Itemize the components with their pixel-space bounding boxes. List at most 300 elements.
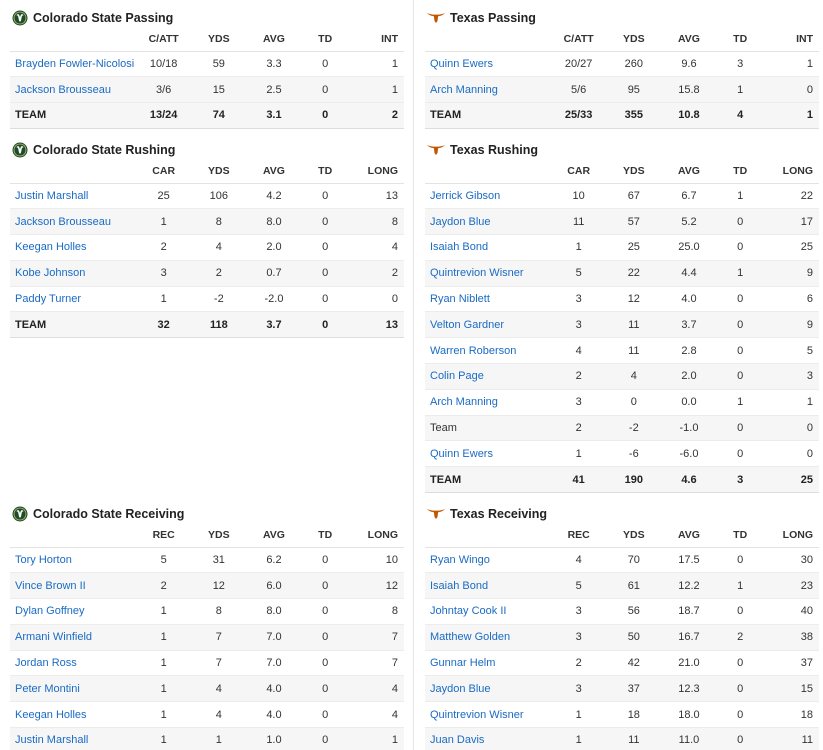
team-total-row (425, 103, 819, 129)
stat-cell: 4 (551, 338, 606, 364)
table-row (425, 573, 819, 599)
stat-cell: 3 (551, 286, 606, 312)
team-stat-cell: 10.8 (661, 103, 716, 129)
stat-cell: 1 (136, 286, 191, 312)
stat-cell: 0 (302, 235, 349, 261)
stat-cell: 0 (606, 389, 661, 415)
column-header: YDS (606, 28, 661, 51)
player-name-link[interactable]: Justin Marshall (10, 183, 136, 209)
player-name-link[interactable]: Dylan Goffney (10, 599, 136, 625)
stat-cell: 9 (764, 260, 819, 286)
stat-cell: 0 (717, 312, 764, 338)
table-row (425, 235, 819, 261)
stat-cell: 5 (551, 573, 606, 599)
table-row (425, 312, 819, 338)
table-row (425, 676, 819, 702)
stat-cell: 2.0 (661, 364, 716, 390)
player-name-link[interactable]: Keegan Holles (10, 235, 136, 261)
table-row (425, 624, 819, 650)
column-header (10, 524, 136, 547)
player-name-link[interactable]: Jerrick Gibson (425, 183, 551, 209)
stat-cell: 0 (302, 547, 349, 573)
stat-cell: 1 (136, 650, 191, 676)
table-row (425, 650, 819, 676)
player-name-link[interactable]: Vince Brown II (10, 573, 136, 599)
longhorn-logo-icon (427, 508, 445, 520)
stat-cell: 4.4 (661, 260, 716, 286)
player-name-link[interactable]: Arch Manning (425, 77, 551, 103)
stat-cell: 8.0 (246, 209, 301, 235)
team-total-row (10, 103, 404, 129)
stat-cell: 3.3 (246, 51, 301, 77)
column-header: REC (136, 524, 191, 547)
stat-cell: 0 (302, 260, 349, 286)
stat-cell: 0 (717, 650, 764, 676)
column-header: TD (302, 524, 349, 547)
player-name-link[interactable]: Isaiah Bond (425, 573, 551, 599)
table-row (10, 599, 404, 625)
column-header: LONG (349, 524, 404, 547)
stat-cell: 0 (717, 676, 764, 702)
stat-cell: 95 (606, 77, 661, 103)
stat-cell: 0 (717, 547, 764, 573)
stat-cell: 0 (717, 415, 764, 441)
stat-cell: 0 (302, 51, 349, 77)
stat-cell: 42 (606, 650, 661, 676)
team-label: TEAM (425, 103, 551, 129)
stat-cell: 0 (717, 702, 764, 728)
team-stat-cell: 13 (349, 312, 404, 338)
column-header: CAR (136, 160, 191, 183)
player-name-link[interactable]: Quintrevion Wisner (425, 260, 551, 286)
table-header-row (425, 28, 819, 51)
player-name-link[interactable]: Quintrevion Wisner (425, 702, 551, 728)
stat-cell: 0 (302, 599, 349, 625)
texas-rushing-section (425, 140, 819, 493)
stat-cell: 61 (606, 573, 661, 599)
stat-cell: 12 (349, 573, 404, 599)
left-passing-heading (10, 8, 404, 28)
stat-cell: 1 (551, 235, 606, 261)
column-header: TD (717, 28, 764, 51)
team-stat-cell: 13/24 (136, 103, 191, 129)
column-header: TD (302, 160, 349, 183)
stat-cell: 37 (606, 676, 661, 702)
stat-cell: 22 (606, 260, 661, 286)
right-passing-title: Texas Passing (450, 11, 536, 25)
stat-cell: 5/6 (551, 77, 606, 103)
column-header: AVG (661, 28, 716, 51)
team-stat-cell: 355 (606, 103, 661, 129)
player-name-link[interactable]: Justin Marshall (10, 728, 136, 750)
stat-cell: 4 (349, 235, 404, 261)
team-stat-cell: 3.7 (246, 312, 301, 338)
stat-cell: 11 (606, 338, 661, 364)
stat-cell: 5 (136, 547, 191, 573)
table-row (425, 547, 819, 573)
stat-cell: 1 (136, 624, 191, 650)
stat-cell: -6 (606, 441, 661, 467)
player-name-link[interactable]: Quinn Ewers (425, 51, 551, 77)
table-row (10, 183, 404, 209)
stat-cell: 0 (717, 441, 764, 467)
stat-cell: 7 (191, 624, 246, 650)
stat-cell: 4.0 (246, 702, 301, 728)
stat-cell: 17.5 (661, 547, 716, 573)
stat-cell: 2 (717, 624, 764, 650)
stat-cell: 0 (302, 183, 349, 209)
player-name-link[interactable]: Paddy Turner (10, 286, 136, 312)
stat-cell: 2 (136, 235, 191, 261)
csu-ram-logo-icon (12, 142, 28, 158)
longhorn-logo-icon (427, 12, 445, 24)
csu-passing-section (10, 8, 404, 129)
left-rushing-table (10, 160, 404, 338)
table-row (425, 260, 819, 286)
stat-cell: 10 (551, 183, 606, 209)
team-stat-cell: 25/33 (551, 103, 606, 129)
player-name-link[interactable]: Colin Page (425, 364, 551, 390)
column-header: AVG (246, 524, 301, 547)
column-header: REC (551, 524, 606, 547)
stat-cell: 11 (606, 312, 661, 338)
table-row (10, 676, 404, 702)
stat-cell: 0 (764, 77, 819, 103)
stat-cell: 0.7 (246, 260, 301, 286)
column-header: AVG (661, 160, 716, 183)
stat-cell: 57 (606, 209, 661, 235)
stat-cell: 10 (349, 547, 404, 573)
stat-cell: 0 (764, 441, 819, 467)
stat-cell: 11 (606, 728, 661, 750)
player-name-link[interactable]: Jordan Ross (10, 650, 136, 676)
column-header (10, 160, 136, 183)
stat-cell: -6.0 (661, 441, 716, 467)
stat-cell: -2.0 (246, 286, 301, 312)
table-row (425, 51, 819, 77)
player-name-link[interactable]: Gunnar Helm (425, 650, 551, 676)
stat-cell: 25 (606, 235, 661, 261)
table-row (10, 702, 404, 728)
stat-cell: 10/18 (136, 51, 191, 77)
longhorn-logo-icon (427, 144, 445, 156)
stat-cell: 3 (764, 364, 819, 390)
table-row (10, 260, 404, 286)
stat-cell: 12.3 (661, 676, 716, 702)
stat-cell: 0 (302, 702, 349, 728)
player-name-link[interactable]: Jaydon Blue (425, 209, 551, 235)
stat-cell: 25.0 (661, 235, 716, 261)
player-name-link[interactable]: Quinn Ewers (425, 441, 551, 467)
column-header: C/ATT (551, 28, 606, 51)
stat-cell: 3 (717, 51, 764, 77)
table-row (10, 209, 404, 235)
player-name-link[interactable]: Juan Davis (425, 728, 551, 750)
stat-cell: 18 (606, 702, 661, 728)
stat-cell: 6 (764, 286, 819, 312)
right-receiving-title: Texas Receiving (450, 507, 548, 521)
stat-cell: 59 (191, 51, 246, 77)
stat-cell: 0 (302, 624, 349, 650)
table-row (10, 650, 404, 676)
stat-cell: 11 (551, 209, 606, 235)
stat-cell: 0 (302, 728, 349, 750)
stat-cell: 15.8 (661, 77, 716, 103)
player-name-link[interactable]: Tory Horton (10, 547, 136, 573)
player-name-link[interactable]: Matthew Golden (425, 624, 551, 650)
stat-cell: 17 (764, 209, 819, 235)
column-header: YDS (191, 28, 246, 51)
player-name-link[interactable]: Peter Montini (10, 676, 136, 702)
player-name-link[interactable]: Velton Gardner (425, 312, 551, 338)
stat-cell: 11.0 (661, 728, 716, 750)
table-header-row (10, 160, 404, 183)
right-receiving-table (425, 524, 819, 750)
right-passing-heading (425, 8, 819, 28)
stat-cell: 106 (191, 183, 246, 209)
team-stat-cell: 4.6 (661, 467, 716, 493)
stat-cell: 2 (349, 260, 404, 286)
stat-cell: 4 (349, 702, 404, 728)
stat-cell: 4 (191, 702, 246, 728)
left-passing-table (10, 28, 404, 129)
column-header: LONG (349, 160, 404, 183)
player-name-link: Team (425, 415, 551, 441)
table-row (425, 183, 819, 209)
stat-cell: 3 (551, 389, 606, 415)
team-stat-cell: 0 (302, 103, 349, 129)
team-total-row (10, 312, 404, 338)
stat-cell: 2 (551, 364, 606, 390)
player-name-link[interactable]: Johntay Cook II (425, 599, 551, 625)
stat-cell: 6.7 (661, 183, 716, 209)
team-stat-cell: 118 (191, 312, 246, 338)
stat-cell: 3 (551, 676, 606, 702)
team-total-row (425, 467, 819, 493)
table-header-row (425, 160, 819, 183)
table-row (10, 286, 404, 312)
stat-cell: 67 (606, 183, 661, 209)
table-row (10, 624, 404, 650)
team-stat-cell: 2 (349, 103, 404, 129)
stat-cell: 23 (764, 573, 819, 599)
stat-cell: 2.0 (246, 235, 301, 261)
stat-cell: 0 (717, 728, 764, 750)
table-row (10, 547, 404, 573)
player-name-link[interactable]: Jackson Brousseau (10, 77, 136, 103)
column-header: YDS (191, 160, 246, 183)
column-header: TD (717, 524, 764, 547)
stat-cell: 5.2 (661, 209, 716, 235)
table-row (425, 702, 819, 728)
team-label: TEAM (10, 103, 136, 129)
csu-rushing-section (10, 140, 404, 338)
stat-cell: 12.2 (661, 573, 716, 599)
stat-cell: 7 (349, 624, 404, 650)
stat-cell: 3 (551, 312, 606, 338)
stat-cell: 1 (349, 728, 404, 750)
stat-cell: 0 (302, 676, 349, 702)
texas-passing-section (425, 8, 819, 129)
stat-cell: 0 (717, 235, 764, 261)
stat-cell: 7.0 (246, 624, 301, 650)
left-passing-title: Colorado State Passing (33, 11, 174, 25)
stat-cell: 1 (136, 599, 191, 625)
team-stat-cell: 190 (606, 467, 661, 493)
stat-cell: 20/27 (551, 51, 606, 77)
stat-cell: 0 (717, 364, 764, 390)
player-name-link[interactable]: Isaiah Bond (425, 235, 551, 261)
stat-cell: 1 (136, 702, 191, 728)
stat-cell: 21.0 (661, 650, 716, 676)
stat-cell: 0 (717, 286, 764, 312)
stat-cell: 15 (764, 676, 819, 702)
stat-cell: 8 (349, 209, 404, 235)
stat-cell: 70 (606, 547, 661, 573)
stat-cell: -2 (606, 415, 661, 441)
stat-cell: 4 (349, 676, 404, 702)
table-header-row (425, 524, 819, 547)
right-passing-table (425, 28, 819, 129)
stat-cell: 11 (764, 728, 819, 750)
team-stat-cell: 32 (136, 312, 191, 338)
team-label: TEAM (425, 467, 551, 493)
table-row (425, 209, 819, 235)
stat-cell: 1 (136, 209, 191, 235)
column-header: YDS (606, 160, 661, 183)
table-row (425, 599, 819, 625)
left-receiving-table (10, 524, 404, 750)
stat-cell: 8 (191, 599, 246, 625)
team-stat-cell: 41 (551, 467, 606, 493)
stat-cell: 50 (606, 624, 661, 650)
team-stat-cell: 3 (717, 467, 764, 493)
player-name-link[interactable]: Warren Roberson (425, 338, 551, 364)
stat-cell: 40 (764, 599, 819, 625)
stat-cell: 1 (551, 702, 606, 728)
team-stat-cell: 0 (302, 312, 349, 338)
stat-cell: 18.7 (661, 599, 716, 625)
column-header (425, 160, 551, 183)
stat-cell: 0 (349, 286, 404, 312)
table-row (10, 77, 404, 103)
stat-cell: 3/6 (136, 77, 191, 103)
column-header (10, 28, 136, 51)
left-receiving-title: Colorado State Receiving (33, 507, 185, 521)
stat-cell: 9 (764, 312, 819, 338)
stat-cell: 0 (764, 415, 819, 441)
player-name-link[interactable]: Armani Winfield (10, 624, 136, 650)
player-name-link[interactable]: Jackson Brousseau (10, 209, 136, 235)
column-header: YDS (606, 524, 661, 547)
stat-cell: 9.6 (661, 51, 716, 77)
stat-cell: 4 (191, 235, 246, 261)
table-header-row (10, 28, 404, 51)
player-name-link[interactable]: Ryan Niblett (425, 286, 551, 312)
stat-cell: 18.0 (661, 702, 716, 728)
player-name-link[interactable]: Arch Manning (425, 389, 551, 415)
stat-cell: -2 (191, 286, 246, 312)
stat-cell: 1 (717, 77, 764, 103)
player-name-link[interactable]: Kobe Johnson (10, 260, 136, 286)
stat-cell: 8 (191, 209, 246, 235)
stat-cell: 1 (764, 51, 819, 77)
stat-cell: 2.8 (661, 338, 716, 364)
stat-cell: 1 (717, 389, 764, 415)
table-row (425, 728, 819, 750)
stat-cell: 12 (606, 286, 661, 312)
table-row (425, 364, 819, 390)
stat-cell: 4.0 (246, 676, 301, 702)
stat-cell: 1 (764, 389, 819, 415)
right-rushing-heading (425, 140, 819, 160)
stat-cell: 2.5 (246, 77, 301, 103)
team-stat-cell: 74 (191, 103, 246, 129)
stat-cell: 16.7 (661, 624, 716, 650)
column-header: AVG (246, 160, 301, 183)
stat-cell: 3 (551, 599, 606, 625)
stat-cell: 2 (551, 415, 606, 441)
stat-cell: 1 (717, 260, 764, 286)
left-rushing-heading (10, 140, 404, 160)
player-name-link[interactable]: Brayden Fowler-Nicolosi (10, 51, 136, 77)
stat-cell: 1 (717, 183, 764, 209)
column-header: CAR (551, 160, 606, 183)
column-divider (413, 0, 414, 750)
column-header (425, 28, 551, 51)
table-row (425, 441, 819, 467)
stat-cell: 4 (191, 676, 246, 702)
team-stat-cell: 25 (764, 467, 819, 493)
table-row (10, 235, 404, 261)
table-row (425, 415, 819, 441)
column-header (425, 524, 551, 547)
stat-cell: 7 (349, 650, 404, 676)
column-header: LONG (764, 524, 819, 547)
csu-receiving-section (10, 504, 404, 750)
stat-cell: 0 (717, 209, 764, 235)
stat-cell: 4.0 (661, 286, 716, 312)
stat-cell: 3 (136, 260, 191, 286)
stat-cell: 5 (551, 260, 606, 286)
player-name-link[interactable]: Ryan Wingo (425, 547, 551, 573)
table-row (10, 51, 404, 77)
stat-cell: -1.0 (661, 415, 716, 441)
player-name-link[interactable]: Keegan Holles (10, 702, 136, 728)
stat-cell: 2 (136, 573, 191, 599)
team-stat-cell: 1 (764, 103, 819, 129)
table-row (10, 728, 404, 750)
player-name-link[interactable]: Jaydon Blue (425, 676, 551, 702)
stat-cell: 25 (764, 235, 819, 261)
stat-cell: 25 (136, 183, 191, 209)
csu-ram-logo-icon (12, 506, 28, 522)
stat-cell: 0.0 (661, 389, 716, 415)
stat-cell: 7 (191, 650, 246, 676)
column-header: AVG (661, 524, 716, 547)
column-header: LONG (764, 160, 819, 183)
left-receiving-heading (10, 504, 404, 524)
table-row (10, 573, 404, 599)
stat-cell: 8 (349, 599, 404, 625)
stat-cell: 13 (349, 183, 404, 209)
stat-cell: 7.0 (246, 650, 301, 676)
column-header: TD (302, 28, 349, 51)
stat-cell: 31 (191, 547, 246, 573)
stat-cell: 15 (191, 77, 246, 103)
stat-cell: 12 (191, 573, 246, 599)
stat-cell: 260 (606, 51, 661, 77)
